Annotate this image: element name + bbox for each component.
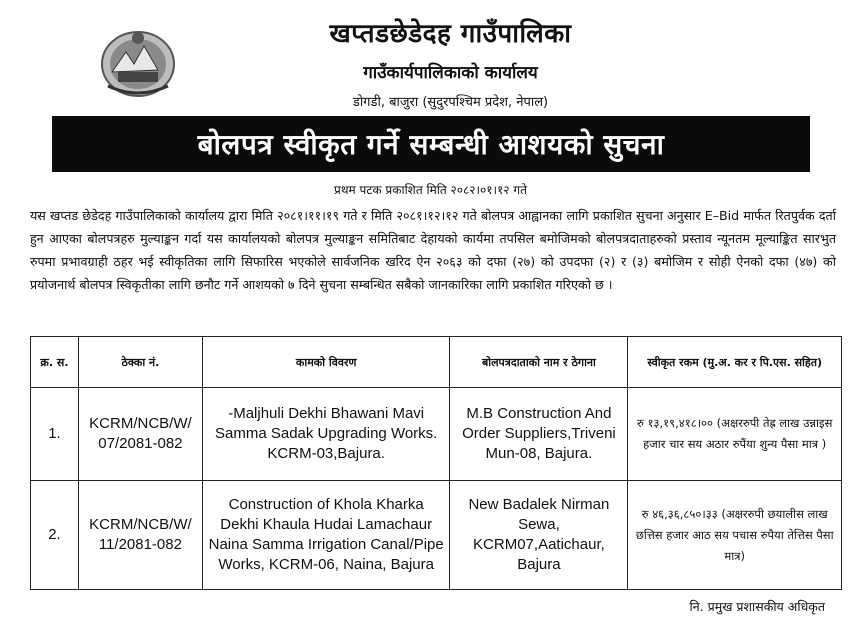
row-contract: KCRM/NCB/W/ 11/2081-082: [78, 481, 202, 590]
row-amount: रु ४६,३६,८५०।३३ (अक्षररुपी छयालीस लाख छत्तिस हजार आठ सय पचास रुपैया तेत्तिस पैसा मात्र): [628, 481, 842, 590]
row-work: Construction of Khola Kharka Dekhi Khaula Hudai Lamachaur Naina Samma Irrigation Canal/Pipe Works, KCRM-06, Naina, Bajura: [202, 481, 450, 590]
award-table: [30, 336, 842, 590]
notice-body: यस खप्तड छेडेदह गाउँपालिकाको कार्यालय द्वारा मिति २०८१।११।१९ गते र मिति २०८१।१२।१२ गते बोलपत्र आह्वानका लागि प्रकाशित सुचना अनुसार E–Bid मार्फत रितपुर्वक दर्ता हुन आएका बोलपत्रहरु मुल्याङ्कन गर्दा यस कार्यालयको बोलपत्र मुल्याङ्कन समितिबाट देहायको कार्यमा तपसिल बमोजिमको बोलपत्रदाताहरुको प्रस्ताव न्यूनतम मूल्याङ्कित सारभुत रुपमा प्रभावग्राही ठहर भई स्वीकृतिका लागि सिफारिस भएकोले सार्वजनिक खरिद ऐन २०६३ को दफा (२७) को उपदफा (२) र (३) बमोजिम र सोही ऐनको दफा (४७) को प्रयोजनार्थ बोलपत्र स्विकृतीका लागि छनौट गर्ने आशयको ७ दिने सुचना सम्बन्धित सबैको जानकारिका लागि प्रकाशित गरिएको छ ।: [30, 208, 836, 292]
row-bidder: M.B Construction And Order Suppliers,Triveni Mun-08, Bajura.: [450, 388, 628, 481]
table-header-row: [31, 337, 842, 388]
row-bidder: New Badalek Nirman Sewa, KCRM07,Aatichaur, Bajura: [450, 481, 628, 590]
header-sn: क्र. स.: [31, 337, 79, 388]
header-contract: ठेक्का नं.: [78, 337, 202, 388]
table-row: [31, 388, 842, 481]
row-work: -Maljhuli Dekhi Bhawani Mavi Samma Sadak Upgrading Works. KCRM-03,Bajura.: [202, 388, 450, 481]
row-sn: 2.: [31, 481, 79, 590]
notice-title-banner: [52, 116, 810, 172]
row-sn: 1.: [31, 388, 79, 481]
signature-title: नि. प्रमुख प्रशासकीय अधिकृत: [689, 599, 825, 614]
row-amount: रु १३,१९,४१८।०० (अक्षररुपी तेह्र लाख उन्नाइस हजार चार सय अठार रुपैंया शुन्य पैसा मात्र ): [628, 388, 842, 481]
office-address: डोगडी, बाजुरा (सुदुरपश्चिम प्रदेश, नेपाल): [352, 95, 549, 110]
notice-title: बोलपत्र स्वीकृत गर्ने सम्बन्धी आशयको सुचना: [197, 128, 665, 161]
header-amount: स्वीकृत रकम (मु.अ. कर र पि.एस. सहित): [628, 337, 842, 388]
office-name: गाउँकार्यपालिकाको कार्यालय: [363, 63, 538, 83]
header-bidder: बोलपत्रदाताको नाम र ठेगाना: [450, 337, 628, 388]
published-date-line: प्रथम पटक प्रकाशित मिति २०८२।०१।१२ गते: [334, 183, 527, 197]
header-work: कामको विवरण: [202, 337, 450, 388]
row-contract: KCRM/NCB/W/ 07/2081-082: [78, 388, 202, 481]
municipality-name: खप्तडछेडेदह गाउँपालिका: [329, 19, 572, 49]
table-row: [31, 481, 842, 590]
